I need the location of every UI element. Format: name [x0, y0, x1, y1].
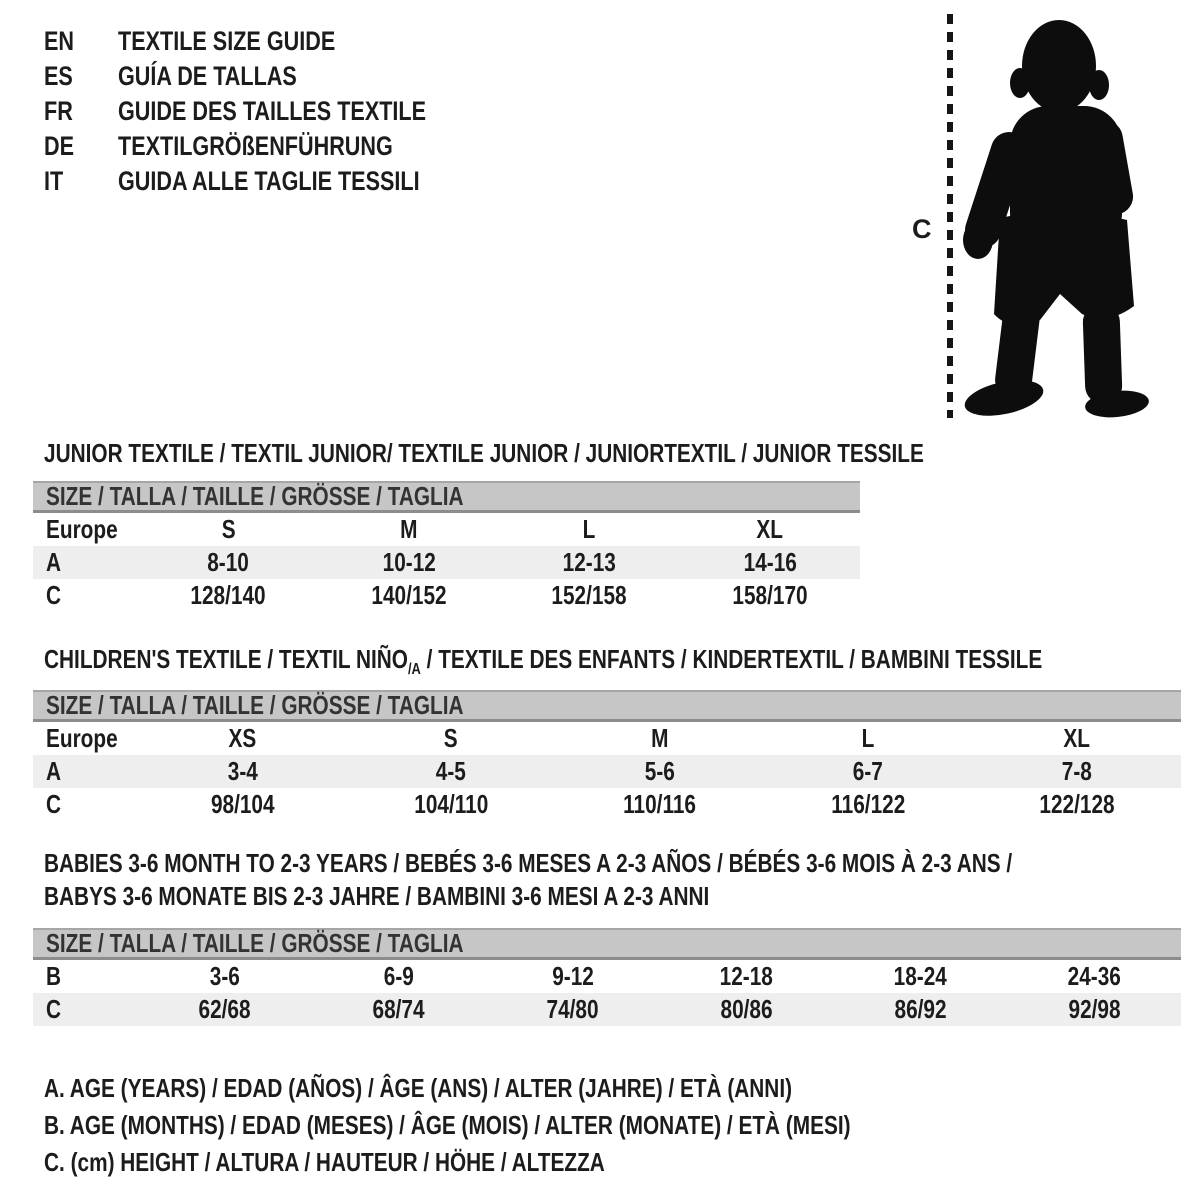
table-cell: 104/110 [413, 789, 488, 819]
language-row-en [44, 24, 503, 59]
table-row-age [33, 546, 860, 579]
table-cell: XL [756, 514, 784, 544]
children-section-title-text [44, 644, 1042, 679]
table-cell: 128/140 [190, 580, 266, 610]
legend-text: B. AGE (MONTHS) / EDAD (MESES) / ÂGE (MOIS) / ALTER (MONATE) / ETÀ (MESI) [44, 1110, 851, 1140]
table-cell: 9-12 [551, 961, 594, 991]
language-title: GUIDE DES TAILLES TEXTILE [118, 96, 427, 126]
row-label: B [46, 961, 62, 991]
table-cell: 74/80 [546, 994, 599, 1024]
legend-line-a [44, 1070, 1052, 1107]
table-row-europe [33, 513, 860, 546]
table-cell: 140/152 [371, 580, 447, 610]
children-section-title [44, 644, 1200, 679]
table-cell: 92/98 [1068, 994, 1121, 1024]
size-header-label: SIZE / TALLA / TAILLE / GRÖSSE / TAGLIA [46, 690, 464, 720]
table-cell: 80/86 [720, 994, 773, 1024]
table-cell: 12-13 [562, 547, 616, 577]
language-title: GUIDA ALLE TAGLIE TESSILI [118, 166, 420, 196]
size-header-label: SIZE / TALLA / TAILLE / GRÖSSE / TAGLIA [46, 928, 464, 958]
language-row-fr [44, 94, 503, 129]
table-cell: 8-10 [207, 547, 250, 577]
table-cell: 3-4 [227, 756, 258, 786]
table-cell: XS [228, 723, 257, 753]
table-cell: 152/158 [551, 580, 627, 610]
table-cell: 4-5 [435, 756, 466, 786]
language-code: IT [44, 166, 64, 196]
babies-size-table [33, 928, 1181, 1026]
language-title: GUÍA DE TALLAS [118, 61, 297, 91]
babies-section-title [44, 847, 1200, 913]
table-cell: S [443, 723, 458, 753]
language-code: FR [44, 96, 73, 126]
language-row-it [44, 164, 503, 199]
table-cell: 6-9 [383, 961, 414, 991]
height-measure-label: C [912, 214, 932, 244]
language-title-list [44, 24, 503, 199]
table-cell: XL [1063, 723, 1090, 753]
table-cell: 68/74 [372, 994, 425, 1024]
junior-size-table [33, 481, 860, 612]
language-row-de [44, 129, 503, 164]
table-cell: 3-6 [209, 961, 240, 991]
table-row-height [33, 788, 1181, 821]
table-row-height [33, 579, 860, 612]
table-cell: M [650, 723, 669, 753]
junior-section-title-text: JUNIOR TEXTILE / TEXTIL JUNIOR/ TEXTILE JUNIOR / JUNIORTEXTIL / JUNIOR TESSILE [44, 438, 924, 468]
children-title-subscript: /A [407, 660, 421, 679]
row-label: C [46, 994, 62, 1024]
table-cell: 158/170 [732, 580, 808, 610]
babies-title-line2: BABYS 3-6 MONATE BIS 2-3 JAHRE / BAMBINI 3-6 MESI A 2-3 ANNI [44, 881, 710, 911]
junior-section-title [44, 438, 1144, 469]
table-cell: 98/104 [210, 789, 275, 819]
table-cell: 6-7 [853, 756, 884, 786]
baby-silhouette-icon [952, 8, 1200, 423]
children-title-pre: CHILDREN'S TEXTILE / TEXTIL NIÑO [44, 644, 408, 674]
size-header-label: SIZE / TALLA / TAILLE / GRÖSSE / TAGLIA [46, 481, 464, 511]
language-code: DE [44, 131, 75, 161]
row-label: A [46, 547, 62, 577]
language-row-es [44, 59, 503, 94]
children-size-table [33, 690, 1181, 821]
table-cell: S [221, 514, 236, 544]
table-cell: 110/116 [623, 789, 696, 819]
language-code: ES [44, 61, 73, 91]
row-label: C [46, 580, 62, 610]
row-label: Europe [46, 723, 118, 753]
table-cell: M [400, 514, 418, 544]
table-cell: 122/128 [1039, 789, 1115, 819]
size-header-bar [33, 481, 860, 513]
legend-text: A. AGE (YEARS) / EDAD (AÑOS) / ÂGE (ANS) / ALTER (JAHRE) / ETÀ (ANNI) [44, 1073, 793, 1103]
table-cell: 24-36 [1067, 961, 1121, 991]
table-row-months [33, 960, 1181, 993]
table-row-height [33, 993, 1181, 1026]
legend-line-b [44, 1107, 1052, 1144]
language-title: TEXTILGRÖßENFÜHRUNG [118, 131, 393, 161]
table-cell: 12-18 [719, 961, 773, 991]
table-cell: 7-8 [1061, 756, 1092, 786]
row-label: A [46, 756, 62, 786]
table-cell: 62/68 [198, 994, 251, 1024]
table-cell: L [861, 723, 875, 753]
language-code: EN [44, 26, 75, 56]
measure-legend [44, 1070, 1052, 1181]
table-cell: 18-24 [893, 961, 947, 991]
table-cell: L [582, 514, 596, 544]
table-cell: 14-16 [743, 547, 797, 577]
legend-text: C. (cm) HEIGHT / ALTURA / HAUTEUR / HÖHE / ALTEZZA [44, 1147, 605, 1177]
babies-title-line1: BABIES 3-6 MONTH TO 2-3 YEARS / BEBÉS 3-6 MESES A 2-3 AÑOS / BÉBÉS 3-6 MOIS À 2-3 ANS / [44, 848, 1013, 878]
table-row-age [33, 755, 1181, 788]
table-cell: 10-12 [382, 547, 436, 577]
row-label: Europe [46, 514, 118, 544]
table-cell: 86/92 [894, 994, 947, 1024]
row-label: C [46, 789, 62, 819]
legend-line-c [44, 1144, 1052, 1181]
children-title-post: / TEXTILE DES ENFANTS / KINDERTEXTIL / BAMBINI TESSILE [420, 644, 1043, 674]
table-row-europe [33, 722, 1181, 755]
language-title: TEXTILE SIZE GUIDE [118, 26, 336, 56]
size-header-bar [33, 690, 1181, 722]
size-header-bar [33, 928, 1181, 960]
table-cell: 116/122 [831, 789, 906, 819]
table-cell: 5-6 [644, 756, 675, 786]
